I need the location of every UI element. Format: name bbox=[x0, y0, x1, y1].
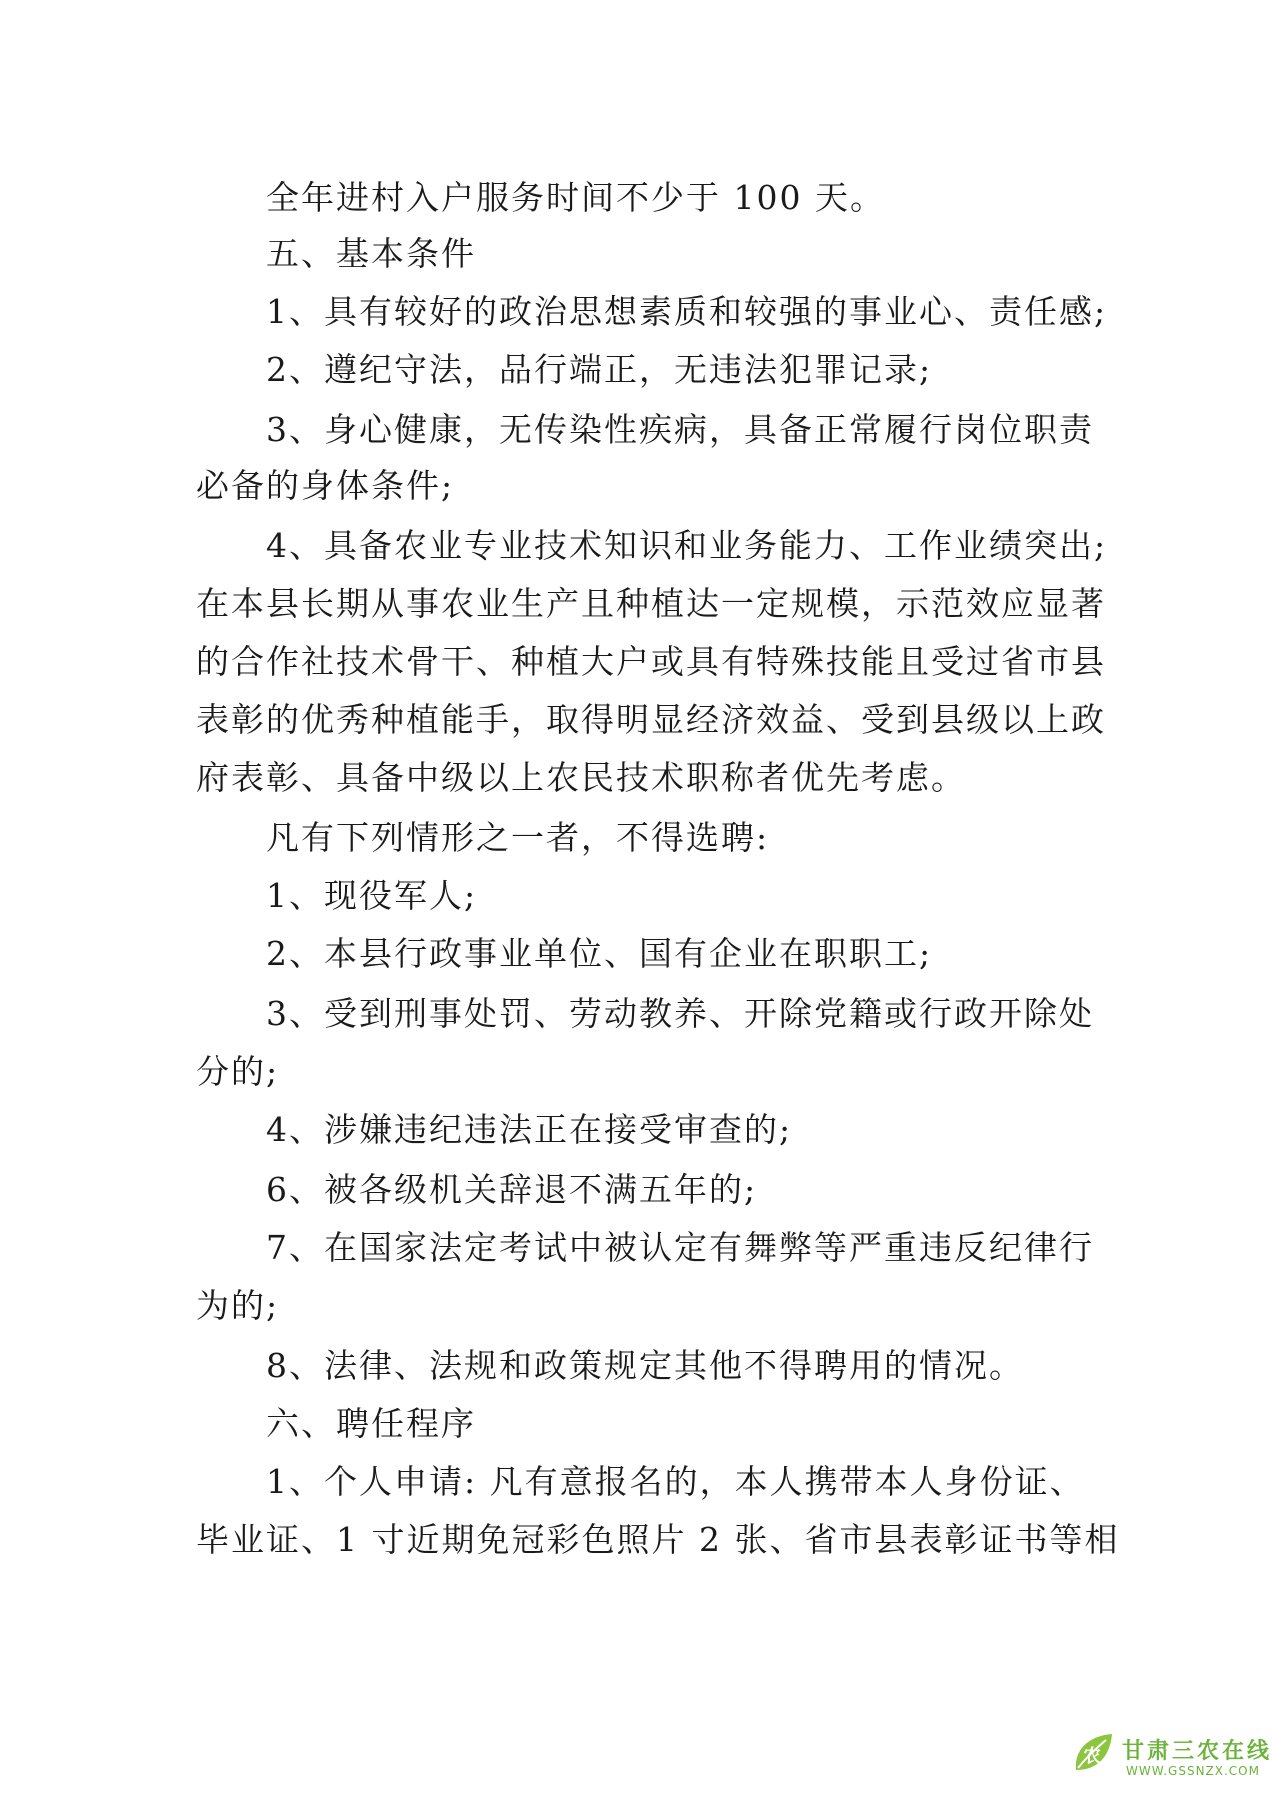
text-line: 2、遵纪守法，品行端正，无违法犯罪记录; bbox=[266, 350, 933, 389]
text-line: 在本县长期从事农业生产且种植达一定规模，示范效应显著 bbox=[196, 584, 1106, 623]
text-line: 全年进村入户服务时间不少于 100 天。 bbox=[266, 178, 885, 217]
text-line: 分的; bbox=[196, 1052, 280, 1091]
watermark-title: 甘肃三农在线 bbox=[1122, 1739, 1272, 1764]
site-watermark bbox=[1070, 1728, 1270, 1788]
logo-glyph: 农 bbox=[1083, 1746, 1101, 1767]
text-line: 凡有下列情形之一者，不得选聘: bbox=[266, 818, 770, 857]
text-line: 为的; bbox=[196, 1286, 280, 1325]
text-line: 1、具有较好的政治思想素质和较强的事业心、责任感; bbox=[266, 292, 1108, 331]
text-line: 4、涉嫌违纪违法正在接受审查的; bbox=[266, 1110, 793, 1149]
section-heading: 五、基本条件 bbox=[266, 234, 476, 273]
text-line: 1、现役军人; bbox=[266, 876, 478, 915]
text-line: 1、个人申请: 凡有意报名的，本人携带本人身份证、 bbox=[266, 1462, 1085, 1501]
leaf-logo-icon bbox=[1070, 1730, 1116, 1776]
watermark-url: WWW.GSSNZX.COM bbox=[1126, 1764, 1260, 1778]
text-line: 必备的身体条件; bbox=[196, 466, 455, 505]
text-line: 2、本县行政事业单位、国有企业在职职工; bbox=[266, 934, 933, 973]
text-line: 的合作社技术骨干、种植大户或具有特殊技能且受过省市县 bbox=[196, 642, 1106, 681]
text-line: 7、在国家法定考试中被认定有舞弊等严重违反纪律行 bbox=[266, 1228, 1094, 1267]
text-line: 6、被各级机关辞退不满五年的; bbox=[266, 1170, 758, 1209]
section-heading: 六、聘任程序 bbox=[266, 1404, 476, 1443]
text-line: 府表彰、具备中级以上农民技术职称者优先考虑。 bbox=[196, 758, 966, 797]
text-line: 4、具备农业专业技术知识和业务能力、工作业绩突出; bbox=[266, 526, 1108, 565]
text-line: 表彰的优秀种植能手，取得明显经济效益、受到县级以上政 bbox=[196, 700, 1106, 739]
text-line: 毕业证、1 寸近期免冠彩色照片 2 张、省市县表彰证书等相 bbox=[196, 1520, 1120, 1559]
text-line: 8、法律、法规和政策规定其他不得聘用的情况。 bbox=[266, 1346, 1024, 1385]
text-line: 3、受到刑事处罚、劳动教养、开除党籍或行政开除处 bbox=[266, 994, 1094, 1033]
text-line: 3、身心健康，无传染性疾病，具备正常履行岗位职责 bbox=[266, 410, 1094, 449]
